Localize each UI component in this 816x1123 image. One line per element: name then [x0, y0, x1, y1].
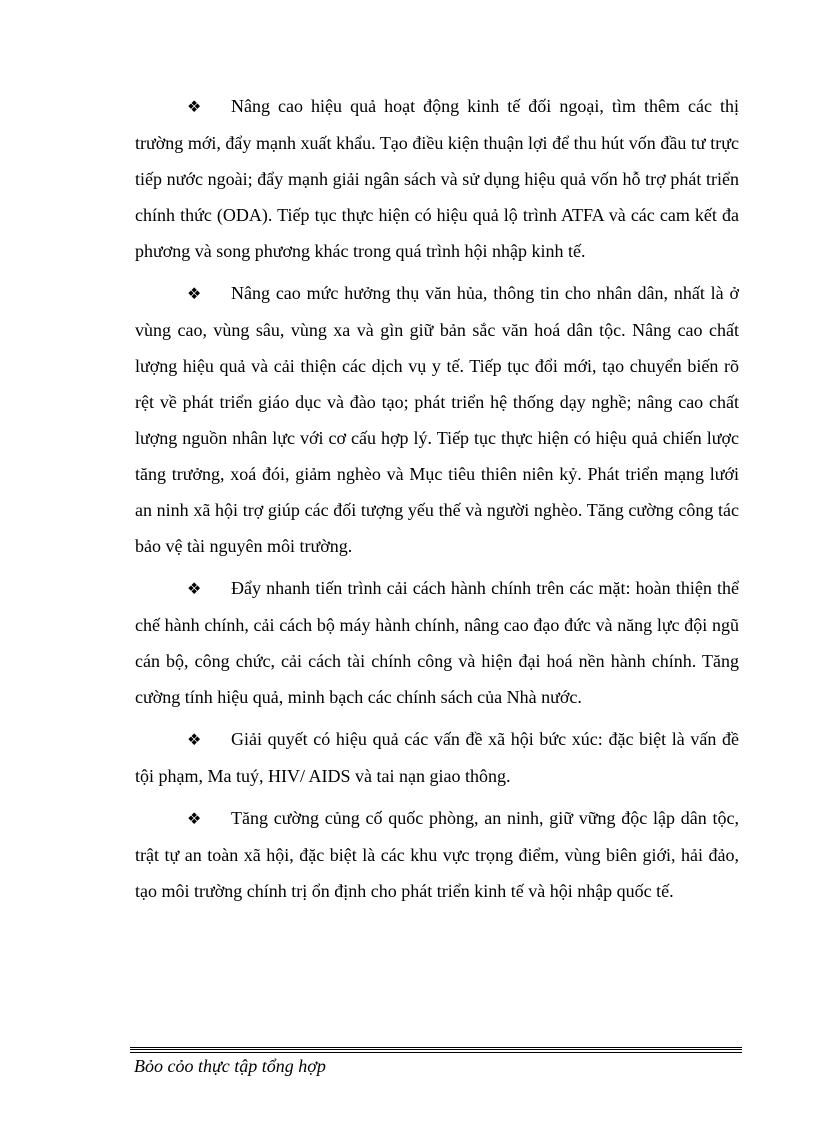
diamond-bullet-icon: ❖: [187, 809, 202, 828]
paragraph-1-text: Nâng cao hiệu quả hoạt động kinh tế đối ngoại, tìm thêm các thị trường mới, đẩy mạnh xuất khẩu. Tạo điều kiện thuận lợi để thu hút vốn đầu tư trực tiếp nước ngoài; đẩy mạnh giải ngân sách và sử dụng hiệu quả vốn hỗ trợ phát triển chính thức (ODA). Tiếp tục thực hiện có hiệu quả lộ trình ATFA và các cam kết đa phương và song phương khác trong quá trình hội nhập kinh tế.: [135, 96, 739, 261]
paragraph-2: [135, 275, 739, 564]
paragraph-5-text: Tăng cường củng cố quốc phòng, an ninh, giữ vững độc lập dân tộc, trật tự an toàn xã hội, đặc biệt là các khu vực trọng điểm, vùng biên giới, hải đảo, tạo môi trường chính trị ổn định cho phát triển kinh tế và hội nhập quốc tế.: [135, 808, 739, 901]
paragraph-1: [135, 88, 739, 269]
diamond-bullet-icon: ❖: [187, 97, 202, 116]
paragraph-5: [135, 800, 739, 909]
diamond-bullet-icon: ❖: [187, 284, 202, 303]
diamond-bullet-icon: ❖: [187, 579, 202, 598]
footer-title: Bỏo cỏo thực tập tổng hợp: [134, 1056, 326, 1076]
document-body: [135, 88, 739, 915]
footer-divider: [130, 1047, 742, 1050]
diamond-bullet-icon: ❖: [187, 730, 202, 749]
paragraph-3-text: Đẩy nhanh tiến trình cải cách hành chính trên các mặt: hoàn thiện thể chế hành chính, cải cách bộ máy hành chính, nâng cao đạo đức và năng lực đội ngũ cán bộ, công chức, cải cách tài chính công và hiện đại hoá nền hành chính. Tăng cường tính hiệu quả, minh bạch các chính sách của Nhà nước.: [135, 578, 739, 707]
paragraph-3: [135, 570, 739, 715]
footer-divider-thin: [130, 1052, 742, 1053]
paragraph-2-text: Nâng cao mức hưởng thụ văn hủa, thông tin cho nhân dân, nhất là ở vùng cao, vùng sâu, vùng xa và gìn giữ bản sắc văn hoá dân tộc. Nâng cao chất lượng hiệu quả và cải thiện các dịch vụ y tế. Tiếp tục đổi mới, tạo chuyển biến rõ rệt về phát triển giáo dục và đào tạo; phát triển hệ thống dạy nghề; nâng cao chất lượng nguồn nhân lực với cơ cấu hợp lý. Tiếp tục thực hiện có hiệu quả chiến lược tăng trưởng, xoá đói, giảm nghèo và Mục tiêu thiên niên kỷ. Phát triển mạng lưới an ninh xã hội trợ giúp các đối tượng yếu thế và người nghèo. Tăng cường công tác bảo vệ tài nguyên môi trường.: [135, 283, 739, 556]
paragraph-4-text: Giải quyết có hiệu quả các vấn đề xã hội bức xúc: đặc biệt là vấn đề tội phạm, Ma tuý, HIV/ AIDS và tai nạn giao thông.: [135, 729, 739, 786]
paragraph-4: [135, 721, 739, 794]
